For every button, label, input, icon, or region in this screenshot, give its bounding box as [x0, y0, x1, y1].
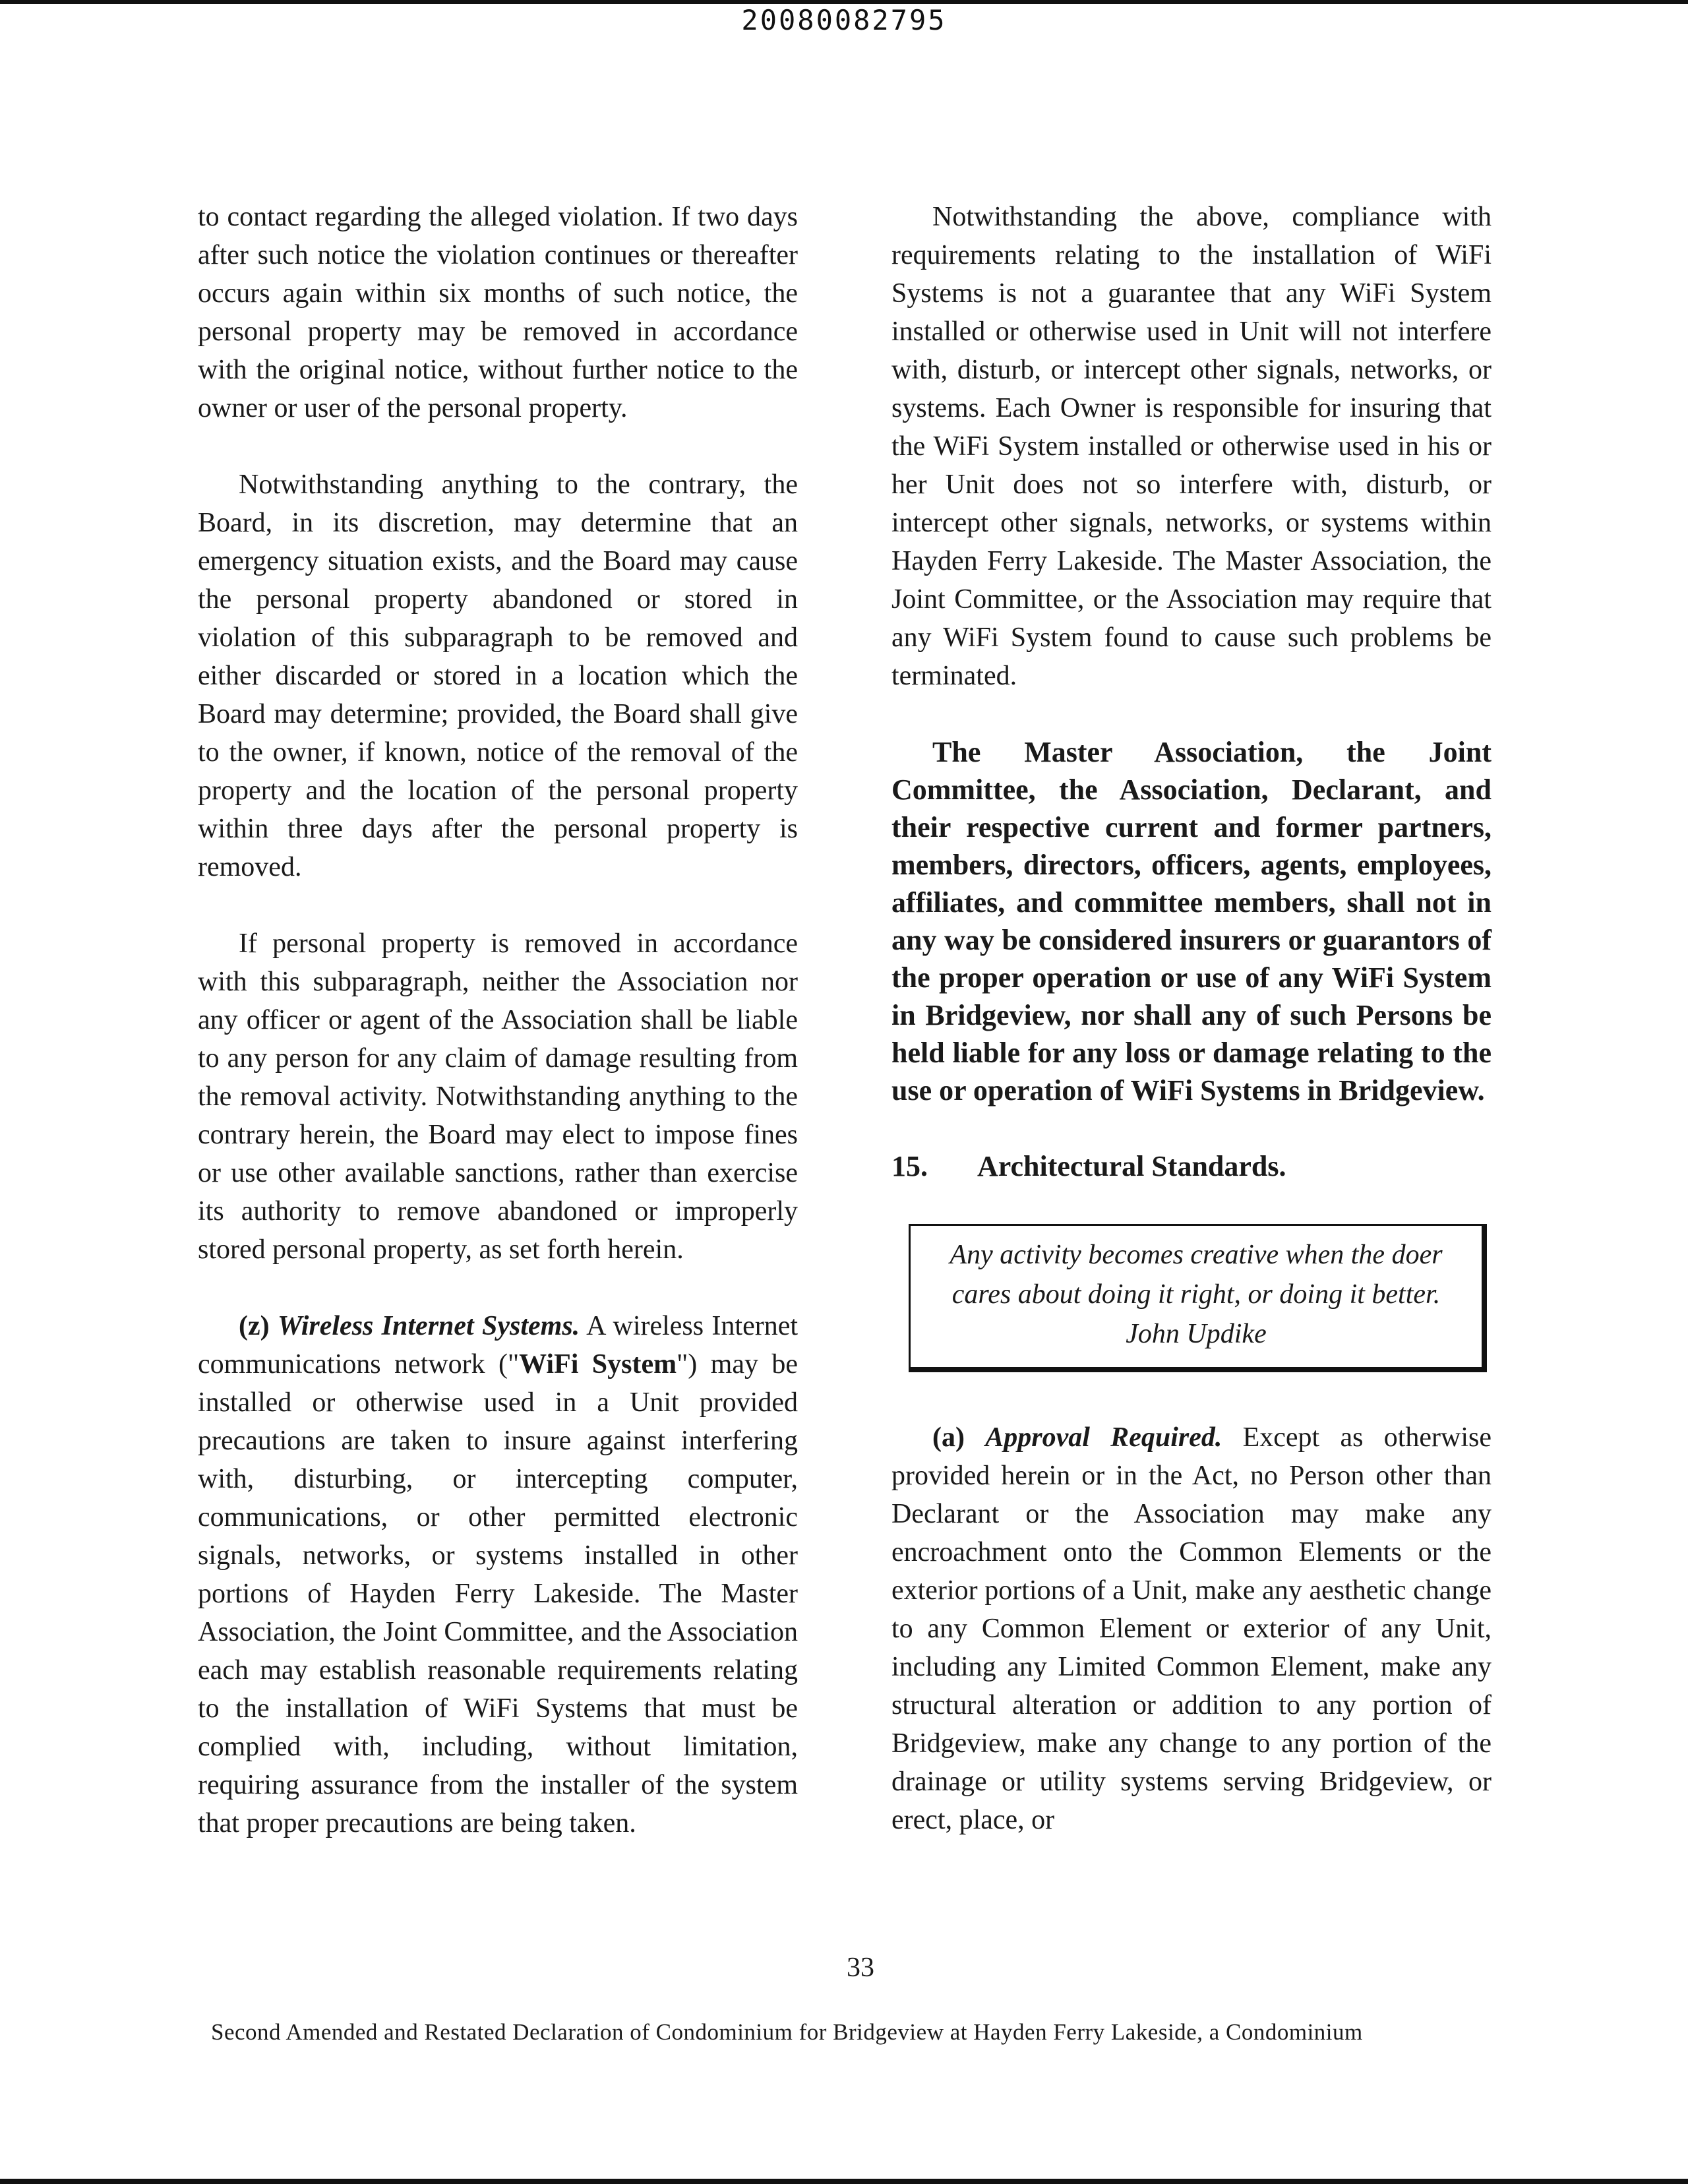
- disclaimer-paragraph: The Master Association, the Joint Committee, the Association, Declarant, and their respective current and former partners, members, directors, officers, agents, employees, affiliates, and committee members, shall not in any way be considered insurers or guarantors of the proper operation or use of any WiFi System in Bridgeview, nor shall any of such Persons be held liable for any loss or damage relating to the use or operation of WiFi Systems in Bridgeview.: [891, 736, 1492, 1107]
- bottom-border: [0, 2179, 1688, 2184]
- left-paragraph-2: Notwithstanding anything to the contrary, the Board, in its discretion, may determine that an emergency situation exists, and the Board may cause the personal property abandoned or stored in violation of this subparagraph to be removed and either discarded or stored in a location which the Board may determine; provided, the Board shall give to the owner, if known, notice of the removal of the property and the location of the personal property within three days after the personal property is removed.: [198, 470, 798, 882]
- left-paragraph-1: to contact regarding the alleged violation. If two days after such notice the violation continues or thereafter occurs again within six months of such notice, the personal property may be removed in accordance with the original notice, without further notice to the owner or user of the personal property.: [198, 202, 798, 423]
- quote-line-2: cares about doing it right, or doing it better.: [951, 1279, 1441, 1310]
- document-number: 20080082795: [741, 4, 947, 36]
- subsection-z-text-1: A wireless Internet communications network (": [198, 1311, 799, 1380]
- left-column: [198, 198, 798, 1881]
- subsection-z-label: (z): [239, 1311, 270, 1341]
- subsection-z-title: Wireless Internet Systems.: [277, 1311, 580, 1341]
- quote-box: [909, 1224, 1487, 1372]
- page-number: 33: [847, 1953, 874, 1983]
- subsection-a-text: Except as otherwise provided herein or in the Act, no Person other than Declarant or the Association may make any encroachment onto the Common Elements or the exterior portions of a Unit, make any aesthetic change to any Common Element or exterior of any Unit, including any Limited Common Element, make any structural alteration or addition to any portion of Bridgeview, make any change to any portion of the drainage or utility systems serving Bridgeview, or erect, place, or: [891, 1422, 1492, 1835]
- subsection-a-title: Approval Required.: [985, 1422, 1222, 1453]
- section-title: Architectural Standards.: [977, 1150, 1286, 1182]
- subsection-a-label: (a): [932, 1422, 965, 1453]
- section-number: 15.: [891, 1150, 928, 1182]
- subsection-z: [198, 1307, 798, 1842]
- wifi-system-term: WiFi System: [519, 1349, 677, 1380]
- right-paragraph-1: Notwithstanding the above, compliance with requirements relating to the installation of WiFi Systems is not a guarantee that any WiFi System installed or otherwise used in Unit will not interfere with, disturb, or intercept other signals, networks, or systems. Each Owner is responsible for insuring that the WiFi System installed or otherwise used in his or her Unit does not so interfere with, disturb, or intercept other signals, networks, or systems within Hayden Ferry Lakeside. The Master Association, the Joint Committee, or the Association may require that any WiFi System found to cause such problems be terminated.: [891, 202, 1492, 691]
- quote-line-1: Any activity becomes creative when the doer: [950, 1240, 1443, 1270]
- left-paragraph-3: If personal property is removed in accordance with this subparagraph, neither the Association nor any officer or agent of the Association shall be liable to any person for any claim of damage resulting from the removal activity. Notwithstanding anything to the contrary herein, the Board may elect to impose fines or use other available sanctions, rather than exercise its authority to remove abandoned or improperly stored personal property, as set forth herein.: [198, 928, 798, 1265]
- footer: Second Amended and Restated Declaration of Condominium for Bridgeview at Hayden Ferry Lakeside, a Condominium: [211, 2019, 1363, 2045]
- subsection-z-text-2: ") may be installed or otherwise used in a Unit provided precautions are taken to insure against interfering with, disturbing, or intercepting computer, communications, or other permitted electronic signals, networks, or systems installed in other portions of Hayden Ferry Lakeside. The Master Association, the Joint Committee, and the Association each may establish reasonable requirements relating to the installation of WiFi Systems that must be complied with, including, without limitation, requiring assurance from the installer of the system that proper precautions are being taken.: [198, 1349, 798, 1838]
- subsection-a: [891, 1418, 1492, 1839]
- section-15-heading: [891, 1147, 1492, 1186]
- quote-author: John Updike: [1126, 1319, 1267, 1349]
- right-column: [891, 198, 1492, 1877]
